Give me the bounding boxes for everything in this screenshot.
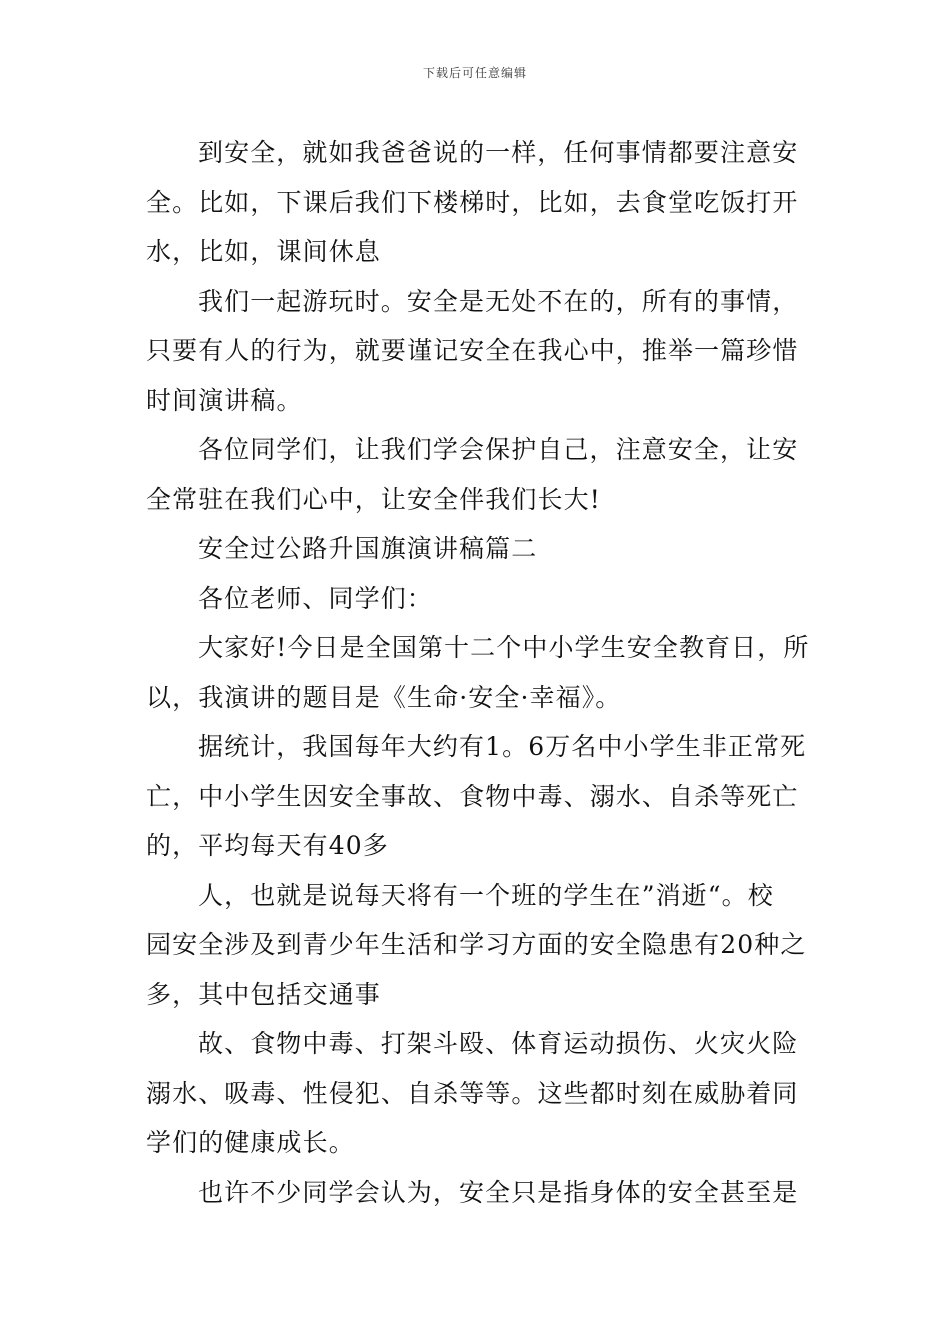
document-body [146,128,810,1217]
paragraph [146,277,810,426]
text-line: 学们的健康成长。 [146,1128,355,1157]
text-line: 的，平均每天有40多 [146,831,389,860]
text-line: 水，比如，课间休息 [146,237,381,266]
paragraph [146,128,810,277]
text-line: 以，我演讲的题目是《生命·安全·幸福》。 [146,682,622,712]
paragraph [146,1019,810,1168]
salutation [146,574,810,624]
text-line: 各位老师、同学们： [198,583,433,613]
paragraph [146,623,810,722]
text-line: 安全过公路升国旗演讲稿篇二 [198,534,538,563]
paragraph [146,1168,810,1218]
text-line: 多，其中包括交通事 [146,979,381,1009]
page-header: 下载后可任意编辑 [422,66,527,80]
text-line: 到安全，就如我爸爸说的一样，任何事情都要注意安 [198,138,799,167]
text-line: 溺水、吸毒、性侵犯、自杀等等。这些都时刻在威胁着同 [146,1078,799,1108]
text-line: 也许不少同学会认为，安全只是指身体的安全甚至是 [198,1177,799,1207]
text-line: 大家好!今日是全国第十二个中小学生安全教育日，所 [198,633,810,662]
text-line: 据统计，我国每年大约有1。6万名中小学生非正常死 [198,732,807,761]
text-line: 我们一起游玩时。安全是无处不在的，所有的事情， [198,286,799,316]
text-line: 时间演讲稿。 [146,385,303,415]
text-line: 故、食物中毒、打架斗殴、体育运动损伤、火灾火险 [198,1029,799,1058]
text-line: 园安全涉及到青少年生活和学习方面的安全隐患有20种之 [146,930,807,959]
text-line: 各位同学们，让我们学会保护自己，注意安全，让安 [198,435,799,464]
section-title [146,524,810,574]
text-line: 全常驻在我们心中，让安全伴我们长大! [146,484,601,514]
text-line: 只要有人的行为，就要谨记安全在我心中，推举一篇珍惜 [146,336,799,365]
paragraph [146,871,810,1020]
paragraph [146,425,810,524]
text-line: 人，也就是说每天将有一个班的学生在”消逝“。校 [198,880,774,910]
text-line: 全。比如，下课后我们下楼梯时，比如，去食堂吃饭打开 [146,187,799,217]
text-line: 亡，中小学生因安全事故、食物中毒、溺水、自杀等死亡 [146,781,799,811]
paragraph [146,722,810,871]
